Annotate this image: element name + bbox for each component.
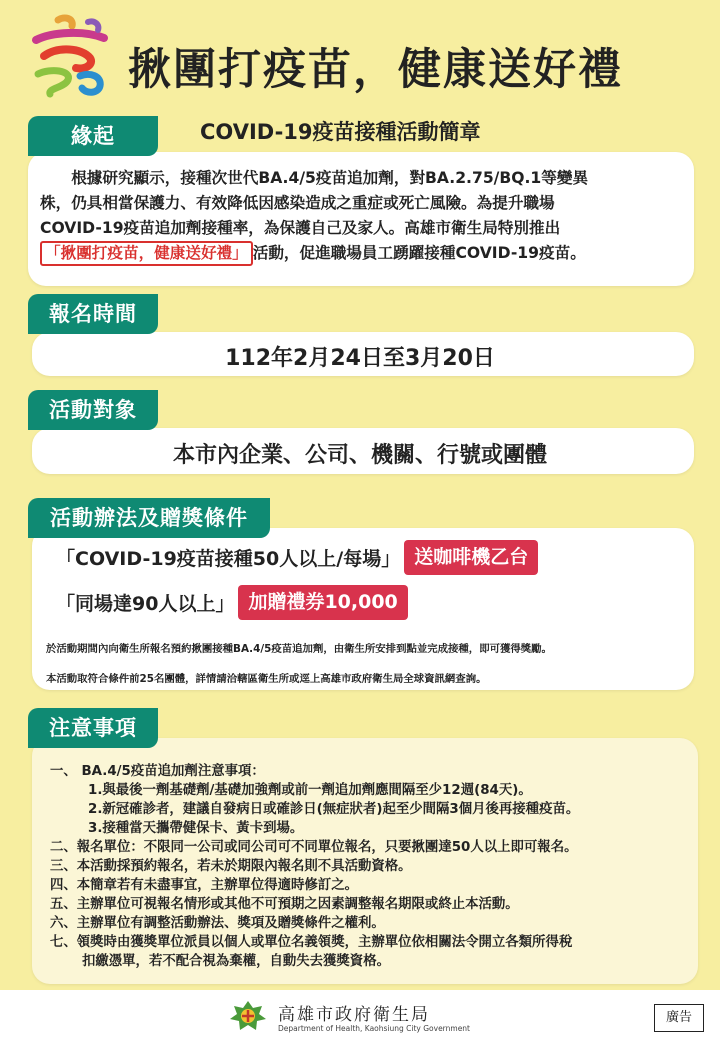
note-item-5: 五、主辦單位可視報名情形或其他不可預期之因素調整報名期限或終止本活動。: [50, 897, 519, 912]
condition-1-text: 「COVID-19疫苗接種50人以上/每場」: [56, 548, 401, 570]
tab-target: 活動對象: [28, 390, 158, 430]
note-item-3: 三、本活動採預約報名，若未於期限內報名則不具活動資格。: [50, 859, 412, 874]
origin-line-4-rest: 活動，促進職場員工踴躍接種COVID-19疫苗。: [252, 244, 586, 262]
health-department-emblem-icon: [226, 998, 270, 1034]
origin-line-2: 株，仍具相當保護力、有效降低因感染造成之重症或死亡風險。為提升職場: [40, 194, 555, 212]
tab-method-prizes: 活動辦法及贈獎條件: [28, 498, 270, 538]
note-item-1-3: 3.接種當天攜帶健保卡、黃卡到場。: [88, 821, 304, 836]
origin-line-3: COVID-19疫苗追加劑接種率，為保護自己及家人。高雄市衛生局特別推出: [40, 219, 561, 237]
tab-origin: 緣起: [28, 116, 158, 156]
footer-org-name-en: Department of Health, Kaohsiung City Government: [278, 1024, 471, 1033]
note-item-7: 七、領獎時由獲獎單位派員以個人或單位名義領獎，主辦單位依相關法令開立各類所得稅: [50, 935, 573, 950]
origin-line-4: [40, 241, 692, 266]
note-item-2: 二、報名單位：不限同一公司或同公司可不同單位報名，只要揪團達50人以上即可報名。: [50, 840, 578, 855]
note-item-4: 四、本簡章若有未盡事宜，主辦單位得適時修訂之。: [50, 878, 358, 893]
method-note-2: 本活動取符合條件前25名團體，詳情請洽轄區衛生所或逕上高雄市政府衛生局全球資訊網查詢。: [46, 673, 487, 685]
note-item-1: 一、 BA.4/5疫苗追加劑注意事項：: [50, 764, 265, 779]
condition-row-2: [56, 585, 408, 620]
note-item-6: 六、主辦單位有調整活動辦法、獎項及贈獎條件之權利。: [50, 916, 385, 931]
origin-paragraph: [40, 166, 692, 266]
registration-period: 112年2月24日至3月20日: [225, 346, 495, 371]
prize-2-badge: 加贈禮券10,000: [238, 585, 407, 620]
condition-2-text: 「同場達90人以上」: [56, 593, 235, 615]
origin-line-1: 根據研究顯示，接種次世代BA.4/5疫苗追加劑，對BA.2.75/BQ.1等變異: [40, 169, 589, 187]
campaign-name-highlight: 「揪團打疫苗，健康送好禮」: [40, 241, 253, 266]
condition-row-1: [56, 540, 538, 575]
event-subtitle: COVID-19疫苗接種活動簡章: [200, 120, 481, 144]
note-item-7-cont: 扣繳憑單，若不配合視為棄權，自動失去獲獎資格。: [82, 954, 390, 969]
prize-1-badge: 送咖啡機乙台: [404, 540, 538, 575]
header: [0, 0, 720, 110]
ad-label: 廣告: [654, 1004, 704, 1032]
tab-notes: 注意事項: [28, 708, 158, 748]
footer-org-name: 高雄市政府衛生局: [278, 1005, 430, 1025]
note-item-1-1: 1.與最後一劑基礎劑/基礎加強劑或前一劑追加劑應間隔至少12週(84天)。: [88, 783, 532, 798]
note-item-1-2: 2.新冠確診者，建議自發病日或確診日(無症狀者)起至少間隔3個月後再接種疫苗。: [88, 802, 580, 817]
kaohsiung-city-logo-icon: [28, 14, 112, 100]
method-note-1: 於活動期間內向衛生所報名預約揪團接種BA.4/5疫苗追加劑，由衛生所安排到點並完成接種，即可獲得獎勵。: [46, 643, 552, 655]
target-text: 本市內企業、公司、機關、行號或團體: [172, 443, 547, 468]
tab-registration-time: 報名時間: [28, 294, 158, 334]
page-title: 揪團打疫苗，健康送好禮: [128, 45, 623, 95]
